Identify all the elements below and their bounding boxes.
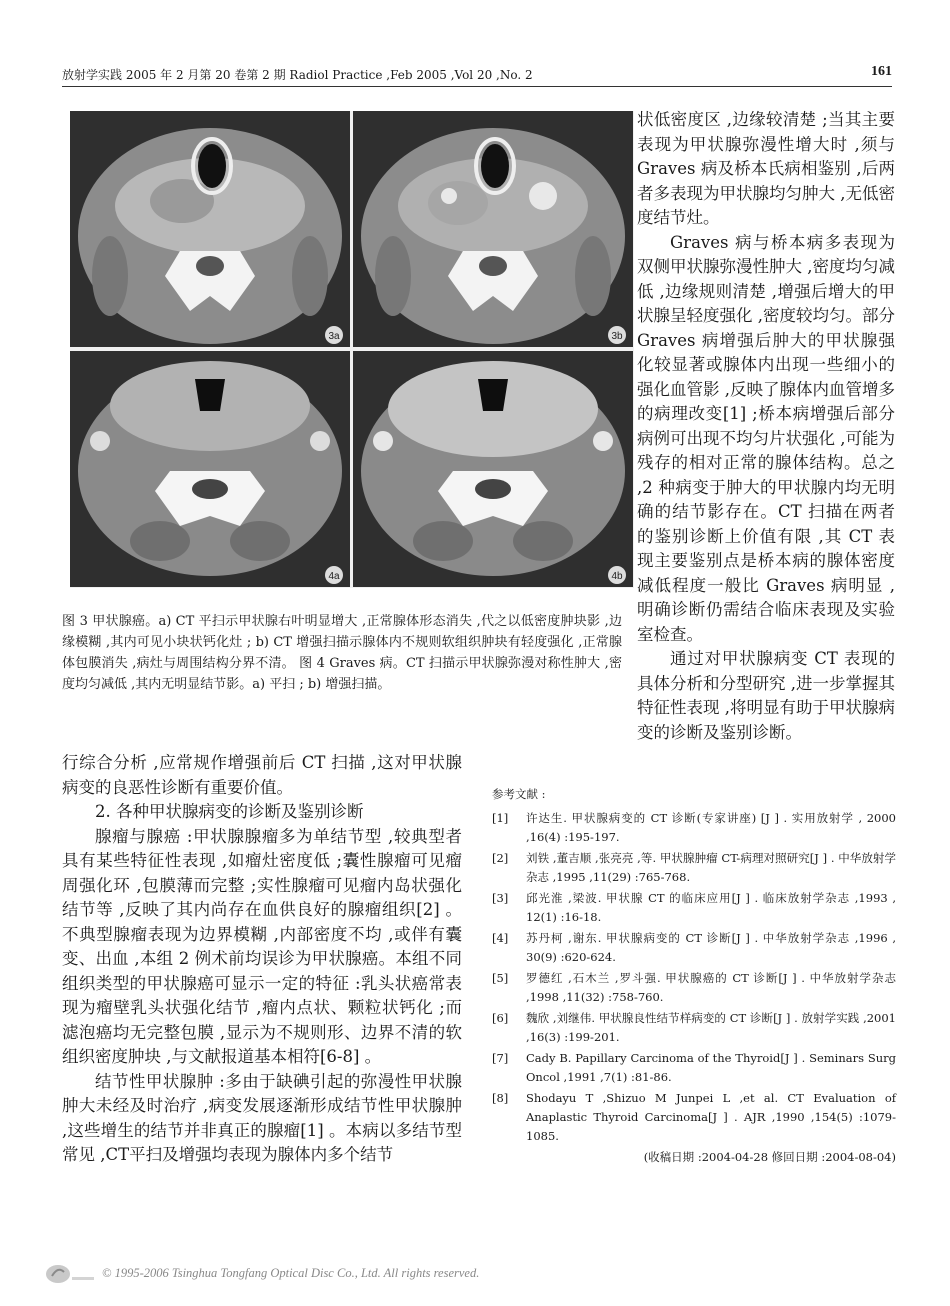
reference-item: [5] 罗德红 ,石木兰 ,罗斗强. 甲状腺癌的 CT 诊断[J ] . 中华放射学杂志 ,1998 ,11(32) :758-760. — [492, 971, 896, 1004]
running-header — [62, 64, 892, 87]
figure-grid — [70, 111, 634, 588]
reference-item: [7] Cady B. Papillary Carcinoma of the Thyroid[J ] . Seminars Surg Oncol ,1991 ,7(1) :81-86. — [492, 1051, 896, 1084]
svg-text:4a: 4a — [328, 571, 340, 582]
journal-info: 放射学实践 2005 年 2 月第 20 卷第 2 期 Radiol Practice ,Feb 2005 ,Vol 20 ,No. 2 — [62, 68, 533, 82]
section-heading: 2. 各种甲状腺病变的诊断及鉴别诊断 — [95, 802, 364, 821]
ct-scan-3b — [353, 111, 633, 347]
paragraph: 结节性甲状腺肿 :多由于缺碘引起的弥漫性甲状腺肿大未经及时治疗 ,病变发展逐渐形成结节性甲状腺肿 ,这些增生的结节并非真正的腺瘤[1] 。本病以多结节型常见 ,CT平扫及增强均表现为腺体内多个结节 — [62, 1071, 462, 1164]
reference-item: [3] 邱光淮 ,梁波. 甲状腺 CT 的临床应用[J ] . 临床放射学杂志 ,1993 , 12(1) :16-18. — [492, 891, 896, 924]
reference-list — [492, 809, 896, 1146]
ct-scan-4b — [353, 351, 633, 587]
paragraph: 状低密度区 ,边缘较清楚 ;当其主要表现为甲状腺弥漫性增大时 ,须与 Graves 病及桥本氏病相鉴别 ,后两者多表现为甲状腺均匀肿大 ,无低密度结节灶。 — [637, 110, 895, 227]
reference-item: [4] 苏丹柯 ,谢东. 甲状腺病变的 CT 诊断[J ] . 中华放射学杂志 ,1996 , 30(9) :620-624. — [492, 931, 896, 964]
svg-text:3b: 3b — [611, 331, 623, 342]
paragraph: 行综合分析 ,应常规作增强前后 CT 扫描 ,这对甲状腺病变的良恶性诊断有重要价值。 — [62, 753, 462, 797]
paragraph: Graves 病与桥本病多表现为双侧甲状腺弥漫性肿大 ,密度均匀减低 ,边缘规则清楚 ,增强后增大的甲状腺呈轻度强化 ,密度较均匀。部分 Graves 病增强后肿大的甲状腺强化较显著或腺体内出现一些细小的强化血管影 ,反映了腺体内血管增多的病理改变[1] ;桥本病增强后部分病例可出现不均匀片状强化 ,可能为残存的相对正常的腺体结构。总之 ,2 种病变于肿大的甲状腺内均无明确的结节影存在。CT 扫描在两者的鉴别诊断上价值有限 ,其 CT 表现主要鉴别点是桥本病的腺体密度减低程度一般比 Graves 病明显 ,明确诊断仍需结合临床表现及实验室检查。 — [637, 232, 895, 644]
reference-item: [6] 魏欣 ,刘继伟. 甲状腺良性结节样病变的 CT 诊断[J ] . 放射学实践 ,2001 ,16(3) :199-201. — [492, 1011, 896, 1044]
reference-item: [2] 刘铁 ,董吉顺 ,张亮亮 ,等. 甲状腺肿瘤 CT-病理对照研究[J ] . 中华放射学杂志 ,1995 ,11(29) :765-768. — [492, 851, 896, 884]
cnki-logo-icon — [44, 1263, 96, 1285]
copyright-notice: © 1995-2006 Tsinghua Tongfang Optical Disc Co., Ltd. All rights reserved. — [102, 1266, 480, 1280]
paragraph: 腺瘤与腺癌 :甲状腺腺瘤多为单结节型 ,较典型者具有某些特征性表现 ,如瘤灶密度低 ;囊性腺瘤可见瘤周强化环 ,包膜薄而完整 ;实性腺瘤可见瘤内岛状强化结节等 ,反映了其内尚存在血供良好的腺瘤组织[2] 。不典型腺瘤表现为边界模糊 ,内部密度不均 ,或伴有囊变、出血 ,本组 2 例术前均误诊为甲状腺癌。本组不同组织类型的甲状腺癌可显示一定的特征 :乳头状癌常表现为瘤壁乳头状强化结节 ,瘤内点状、颗粒状钙化 ;而滤泡癌均无完整包膜 ,显示为不规则形、边界不清的软组织密度肿块 ,与文献报道基本相符[6-8] 。 — [62, 826, 462, 1066]
ct-scan-3a — [70, 111, 350, 347]
svg-text:4b: 4b — [611, 571, 623, 582]
received-dates: (收稿日期 :2004-04-28 修回日期 :2004-08-04) — [643, 1150, 896, 1164]
figure-caption: 图 3 甲状腺癌。a) CT 平扫示甲状腺右叶明显增大 ,正常腺体形态消失 ,代之以低密度肿块影 ,边缘模糊 ,其内可见小块状钙化灶 ; b) CT 增强扫描示腺体内不规则软组织肿块有轻度强化 ,正常腺体包膜消失 ,病灶与周围结构分界不清。 图 4 Graves 病。CT 扫描示甲状腺弥漫对称性肿大 ,密度均匀减低 ,其内无明显结节影。a) 平扫 ; b) 增强扫描。 — [62, 614, 622, 692]
ct-scan-4a — [70, 351, 350, 587]
ct-scan-icon — [353, 111, 633, 347]
ct-scan-icon — [70, 351, 350, 587]
reference-item: [8] Shodayu T ,Shizuo M Junpei L ,et al. CT Evaluation of Anaplastic Thyroid Carcinoma[J ] . AJR ,1990 ,154(5) :1079-1085. — [492, 1091, 896, 1143]
paragraph: 通过对甲状腺病变 CT 表现的具体分析和分型研究 ,进一步掌握其特征性表现 ,将明显有助于甲状腺病变的诊断及鉴别诊断。 — [637, 649, 895, 742]
references-title: 参考文献 : — [492, 787, 546, 801]
left-column — [62, 751, 462, 1168]
page-number: 161 — [871, 64, 892, 79]
ct-scan-icon — [353, 351, 633, 587]
ct-scan-icon — [70, 111, 350, 347]
svg-text:3a: 3a — [328, 331, 340, 342]
footer — [44, 1263, 644, 1285]
references — [492, 785, 896, 1167]
reference-item: [1] 许达生. 甲状腺病变的 CT 诊断(专家讲座) [J ] . 实用放射学 , 2000 ,16(4) :195-197. — [492, 811, 896, 844]
right-column — [637, 108, 895, 745]
